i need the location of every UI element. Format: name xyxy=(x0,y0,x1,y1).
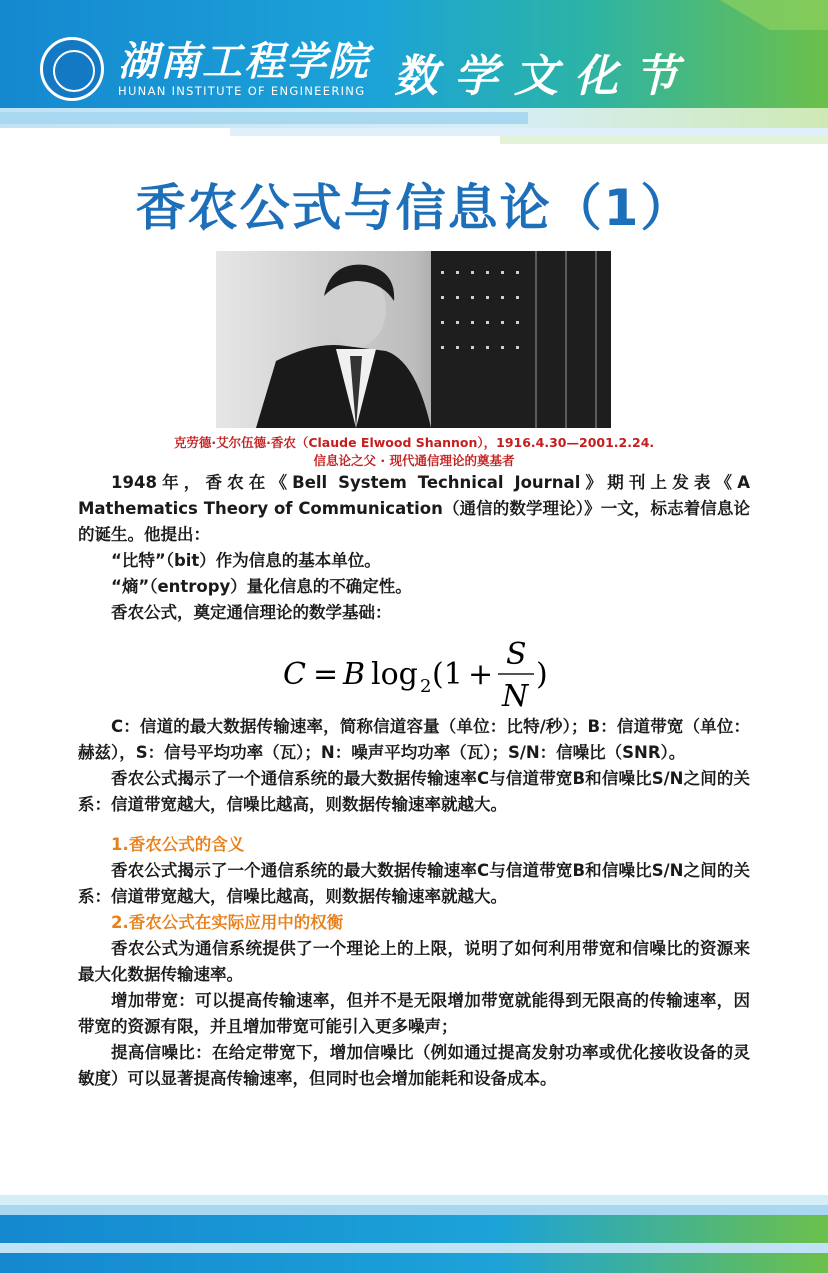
formula-S: S xyxy=(506,637,527,672)
shannon-formula xyxy=(78,626,750,714)
festival-title: 数学文化节 xyxy=(394,51,694,102)
school-name-en: HUNAN INSTITUTE OF ENGINEERING xyxy=(118,84,366,98)
symbols-paragraph: C：信道的最大数据传输速率，简称信道容量（单位：比特/秒）；B：信道带宽（单位：赫兹），S：信号平均功率（瓦）；N：噪声平均功率（瓦）；S/N：信噪比（SNR）。 xyxy=(78,717,750,762)
section1-text: 香农公式揭示了一个通信系统的最大数据传输速率C与信道带宽B和信噪比S/N之间的关系：信道带宽越大，信噪比越高，则数据传输速率就越大。 xyxy=(78,861,750,906)
section2-paragraph2: 增加带宽：可以提高传输速率，但并不是无限增加带宽就能得到无限高的传输速率，因带宽的资源有限，并且增加带宽可能引入更多噪声； xyxy=(78,991,750,1036)
relation-paragraph: 香农公式揭示了一个通信系统的最大数据传输速率C与信道带宽B和信噪比S/N之间的关系：信道带宽越大，信噪比越高，则数据传输速率就越大。 xyxy=(78,769,750,814)
formula-plus: + xyxy=(468,657,494,692)
formula-open: (1 xyxy=(432,657,463,692)
school-logo xyxy=(40,37,104,101)
formula-subscript: 2 xyxy=(420,676,432,697)
section2-paragraph3: 提高信噪比：在给定带宽下，增加信噪比（例如通过提高发射功率或优化接收设备的灵敏度）可以显著提高传输速率，但同时也会增加能耗和设备成本。 xyxy=(78,1043,750,1088)
formula-equals: = xyxy=(313,657,339,692)
formula-N: N xyxy=(502,679,529,714)
formula-log: log xyxy=(371,657,418,692)
photo-caption xyxy=(0,434,828,470)
formula-intro: 香农公式，奠定通信理论的数学基础： xyxy=(111,603,392,622)
entropy-item: “熵”（entropy）量化信息的不确定性。 xyxy=(111,577,412,596)
section1-heading: 1.香农公式的含义 xyxy=(111,835,245,854)
bit-item: “比特”（bit）作为信息的基本单位。 xyxy=(111,551,381,570)
formula-close: ) xyxy=(536,657,548,692)
page-title: 香农公式与信息论（1） xyxy=(135,179,693,237)
formula-B: B xyxy=(343,657,366,692)
footer-banner xyxy=(0,1195,828,1273)
article-body xyxy=(78,470,750,1092)
formula-C: C xyxy=(283,657,306,692)
section2-heading: 2.香农公式在实际应用中的权衡 xyxy=(111,913,344,932)
header-banner xyxy=(0,0,828,160)
school-name-cn: 湖南工程学院 xyxy=(118,38,370,85)
section2-paragraph1: 香农公式为通信系统提供了一个理论上的上限，说明了如何利用带宽和信噪比的资源来最大化数据传输速率。 xyxy=(78,939,750,984)
caption-title: 信息论之父 · 现代通信理论的奠基者 xyxy=(313,453,515,468)
shannon-photo xyxy=(216,251,611,428)
caption-name: 克劳德·艾尔伍德·香农（Claude Elwood Shannon），1916.4.30—2001.2.24. xyxy=(173,435,655,450)
intro-paragraph: 1948年，香农在《Bell System Technical Journal》期刊上发表《A Mathematics Theory of Communication（通信的数学理论）》一文，标志着信息论的诞生。他提出： xyxy=(78,473,750,544)
